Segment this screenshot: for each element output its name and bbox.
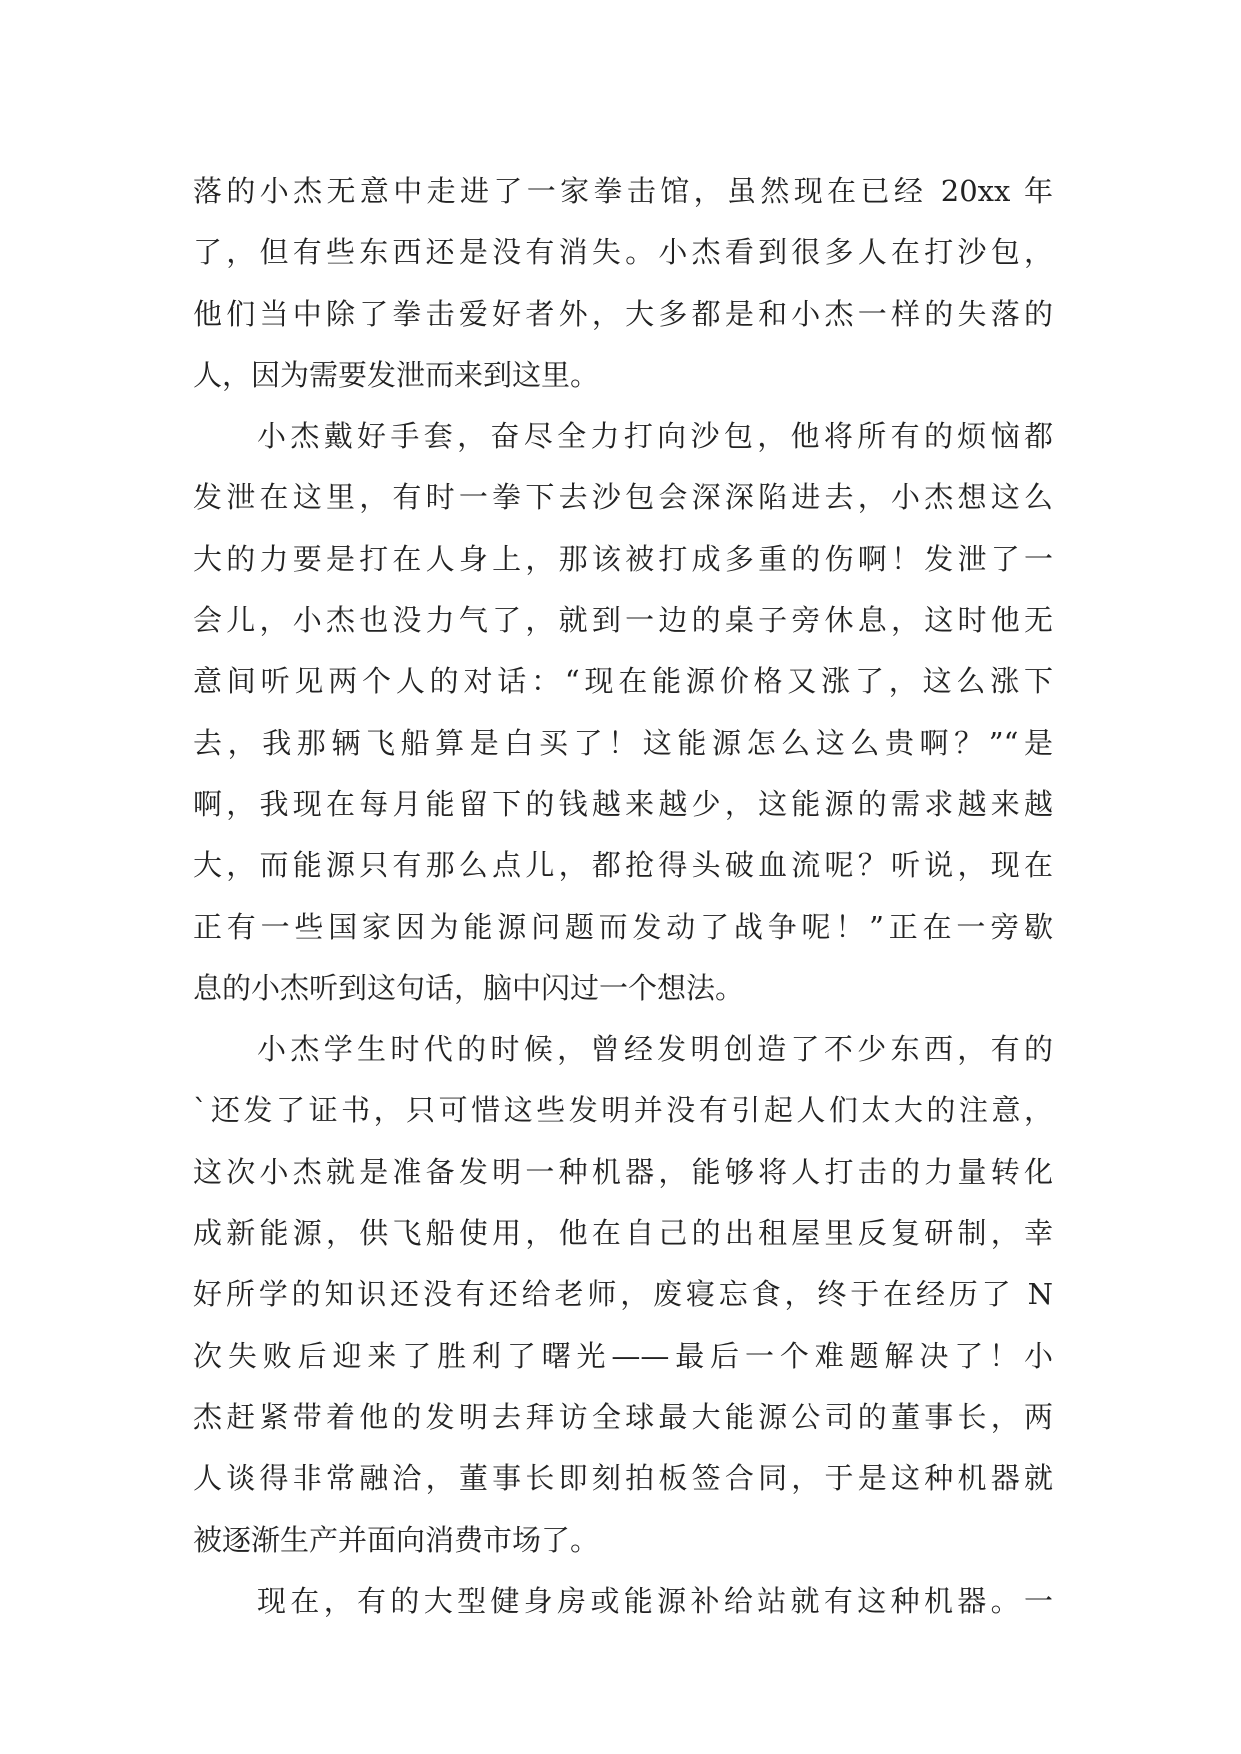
text-line: 成新能源，供飞船使用，他在自己的出租屋里反复研制，幸	[193, 1216, 1053, 1251]
text-line: 落的小杰无意中走进了一家拳击馆，虽然现在已经 20xx 年	[193, 174, 1053, 208]
text-line: 息的小杰听到这句话，脑中闪过一个想法。	[193, 970, 745, 1005]
text-line: 大，而能源只有那么点儿，都抢得头破血流呢？听说，现在	[193, 848, 1053, 883]
body-text	[193, 161, 1053, 1632]
text-line: 小杰戴好手套，奋尽全力打向沙包，他将所有的烦恼都	[257, 419, 1053, 454]
text-line: 小杰学生时代的时候，曾经发明创造了不少东西，有的	[257, 1032, 1053, 1067]
text-line: 他们当中除了拳击爱好者外，大多都是和小杰一样的失落的	[193, 296, 1053, 331]
text-line: 大的力要是打在人身上，那该被打成多重的伤啊！发泄了一	[193, 541, 1053, 576]
text-line: 了，但有些东西还是没有消失。小杰看到很多人在打沙包，	[193, 235, 1053, 270]
text-line: 次失败后迎来了胜利了曙光——最后一个难题解决了！小	[193, 1338, 1053, 1373]
text-line: 去，我那辆飞船算是白买了！这能源怎么这么贵啊？”“是	[193, 725, 1053, 760]
text-line: 啊，我现在每月能留下的钱越来越少，这能源的需求越来越	[193, 786, 1053, 821]
text-line: 被逐渐生产并面向消费市场了。	[193, 1522, 600, 1557]
text-line: `还发了证书，只可惜这些发明并没有引起人们太大的注意，	[193, 1093, 1053, 1128]
text-line: 这次小杰就是准备发明一种机器，能够将人打击的力量转化	[193, 1154, 1053, 1189]
text-line: 发泄在这里，有时一拳下去沙包会深深陷进去，小杰想这么	[193, 480, 1053, 515]
text-line: 现在，有的大型健身房或能源补给站就有这种机器。一	[257, 1583, 1053, 1618]
text-line: 意间听见两个人的对话：“现在能源价格又涨了，这么涨下	[193, 664, 1053, 699]
text-line: 会儿，小杰也没力气了，就到一边的桌子旁休息，这时他无	[193, 603, 1053, 638]
text-line: 人谈得非常融洽，董事长即刻拍板签合同，于是这种机器就	[193, 1461, 1053, 1496]
text-line: 人，因为需要发泄而来到这里。	[193, 357, 600, 392]
text-line: 杰赶紧带着他的发明去拜访全球最大能源公司的董事长，两	[193, 1399, 1053, 1434]
text-line: 好所学的知识还没有还给老师，废寝忘食，终于在经历了 N	[193, 1277, 1053, 1312]
text-line: 正有一些国家因为能源问题而发动了战争呢！”正在一旁歇	[193, 909, 1053, 944]
